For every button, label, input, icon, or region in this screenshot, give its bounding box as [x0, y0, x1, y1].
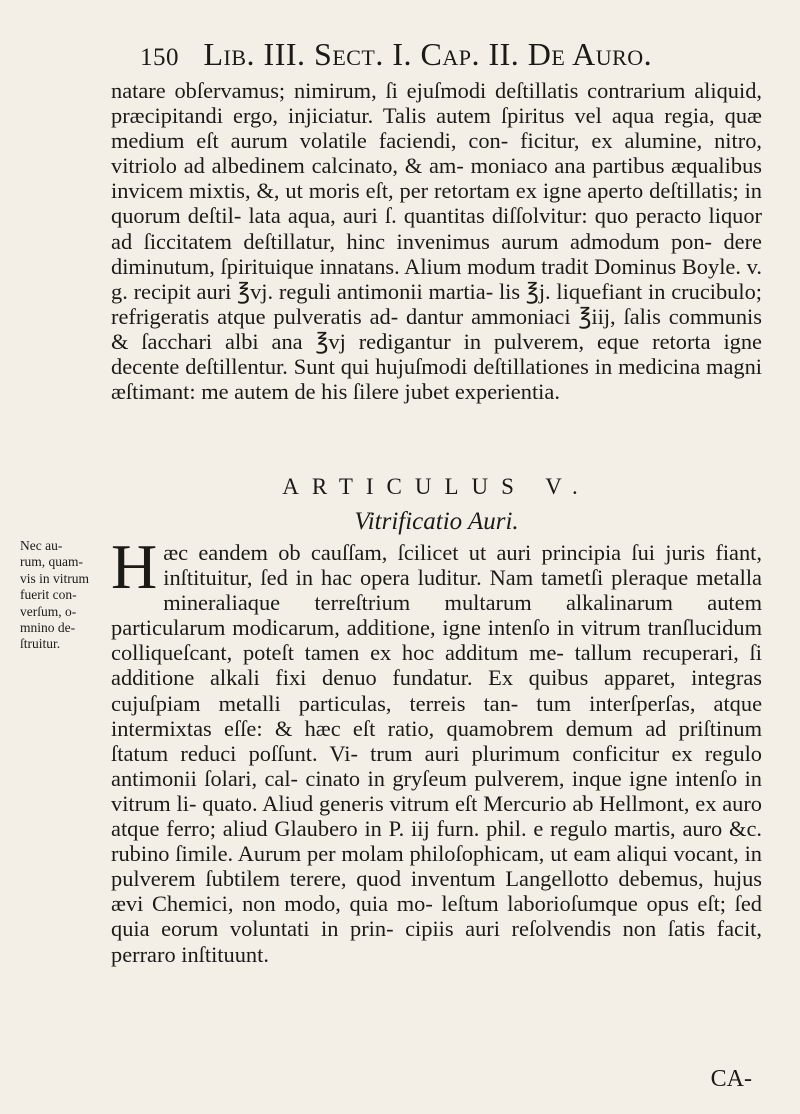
text-line: tum interſperſas, atque intermixtas eſſe: & hæc eſt ratio,: [111, 690, 763, 741]
article-heading: ARTICULUS V.: [282, 474, 591, 499]
text-line: lata aqua, auri ſ. quantitas diſſolvitur: quo peracto liquor ad: [111, 203, 763, 254]
text-line: pleraque metalla mineraliaque terreſtrium multarum alkalinarum: [163, 565, 762, 616]
page-number: 150: [140, 44, 179, 71]
text-line: ficitur, ex alumine, nitro, vitriolo ad albedinem calcinato, & am-: [111, 128, 762, 179]
text-line: quamobrem demum ad priſtinum ſtatum reduci poſſunt. Vi-: [111, 715, 762, 766]
catchword: CA-: [710, 1066, 752, 1092]
text-line: Langellotto debemus, hujus ævi Chemici, non modo, quia mo-: [111, 866, 762, 917]
paragraph-2-text: [111, 531, 763, 967]
margin-note-line: Nec au-: [20, 538, 63, 553]
text-line: eam aliqui vocant, in pulverem ſubtilem terere, quod inventum: [111, 841, 762, 892]
text-line: autem particularum modicarum, additione, igne intenſo in vitrum: [111, 590, 762, 641]
text-line: auro &c. rubino ſimile. Aurum per molam philoſophicam, ut: [111, 816, 762, 867]
text-line: natare obſervamus; nimirum, ſi ejuſmodi deſtillatis contrarium: [111, 78, 695, 103]
text-line: cipiis auri reſolvendis non ſatis facit, perraro inſtituunt.: [111, 916, 762, 967]
margin-note: [20, 538, 104, 653]
margin-note-line: fuerit con-: [20, 587, 77, 603]
margin-note-line: mnino de-: [20, 620, 76, 636]
text-line: tranſlucidum colliqueſcant, poteſt tamen ex hoc additum me-: [111, 615, 762, 666]
text-line: æc eandem ob cauſſam, ſcilicet ut auri principia ſui juris: [163, 540, 716, 565]
article-subtitle: Vitrificatio Auri.: [354, 508, 519, 535]
margin-note-line: ſtruitur.: [20, 636, 61, 652]
text-line: trum auri plurimum conficitur ex regulo antimonii ſolari, cal-: [111, 740, 763, 791]
text-line: dantur ammoniaci ℥iij, ſalis communis & ſacchari albi ana ℥vj: [111, 303, 762, 354]
text-line: Sunt qui hujuſmodi deſtillationes in medicina magni æſtimant:: [111, 354, 762, 405]
text-line: quato. Aliud generis vitrum eſt Mercurio ab Hellmont, ex auro: [202, 790, 762, 816]
running-head: [140, 30, 700, 78]
text-line: lis ℥j. liquefiant in crucibulo; refrigeratis atque pulveratis ad-: [111, 278, 763, 329]
drop-cap: H: [111, 531, 158, 602]
text-line: leſtum laborioſumque opus eſt; ſed quia eorum voluntati in prin-: [111, 891, 762, 942]
paragraph-1: [111, 78, 762, 404]
margin-note-line: verſum, o-: [20, 603, 77, 619]
text-line: redigantur in pulverem, eque retorta igne decente deſtillentur.: [111, 328, 762, 380]
text-line: atque ferro; aliud Glaubero in P. iij furn. phil. e regulo martis,: [111, 816, 683, 842]
text-line: dere diminutum, ſpirituique innatans. Alium modum tradit: [111, 228, 762, 279]
running-title: Lib. III. Sect. I. Cap. II. De Auro.: [203, 36, 653, 72]
text-line: moniaco ana partibus æqualibus invicem mixtis, &, ut moris: [111, 153, 762, 204]
paragraph-2: [111, 531, 763, 967]
paragraph-1-text: [111, 78, 762, 404]
margin-note-line: vis in vitrum: [20, 570, 90, 586]
text-line: quibus apparet, integras cujuſpiam metalli particulas, terreis tan-: [111, 665, 762, 716]
text-line: vel aqua regia, quæ medium eſt aurum volatile faciendi, con-: [111, 103, 762, 154]
text-line: eſt, per retortam ex igne aperto deſtillatis; in quorum deſtil-: [111, 178, 763, 229]
text-line: me autem de his ſilere jubet experientia.: [201, 379, 560, 405]
text-line: cinato in gryſeum pulverem, inque igne intenſo in vitrum li-: [111, 765, 762, 816]
text-line: fiant, inſtituitur, ſed in hac opera luditur. Nam tametſi: [163, 540, 762, 591]
margin-note-line: rum, quam-: [20, 554, 83, 570]
text-line: Dominus Boyle. v. g. recipit auri ℥vj. reguli antimonii martia-: [111, 253, 762, 304]
text-line: aliquid, præcipitandi ergo, injiciatur. Talis autem ſpiritus: [111, 78, 762, 129]
text-line: ſiccitatem deſtillatur, hinc invenimus aurum admodum pon-: [143, 228, 724, 254]
text-line: tallum recuperari, ſi additione alkali fixi denuo fundatur. Ex: [111, 640, 762, 691]
